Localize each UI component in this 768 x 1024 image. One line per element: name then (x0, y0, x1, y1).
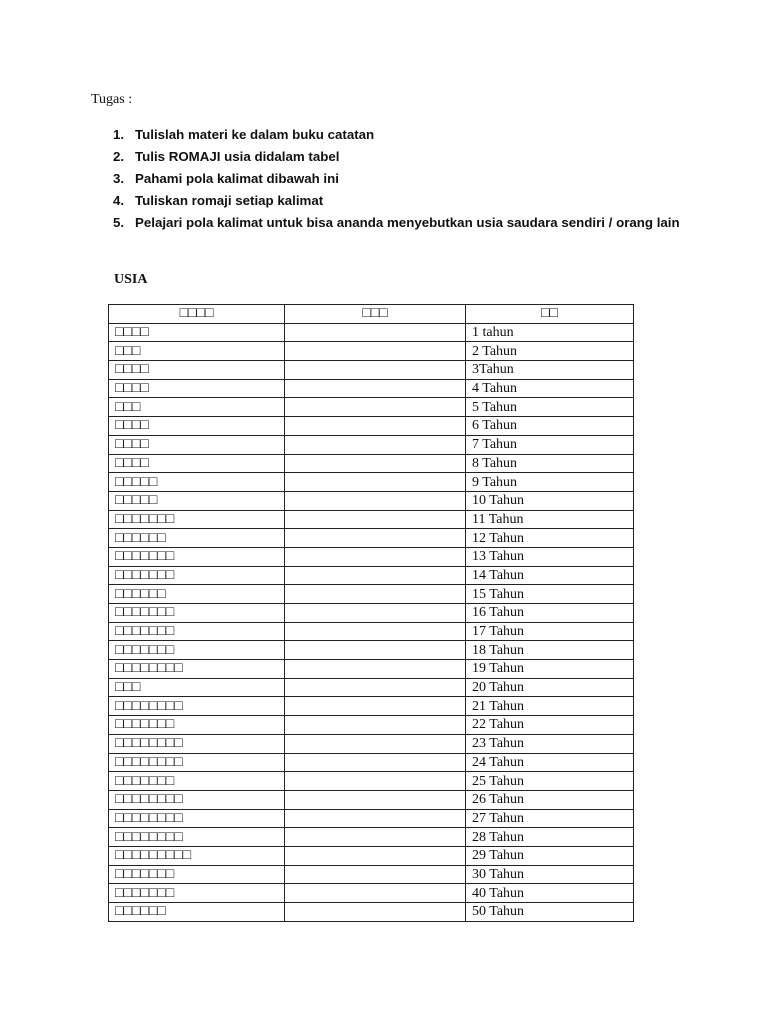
cell-meaning: 10 Tahun (466, 491, 634, 510)
cell-japanese: □□□□□□□□ (109, 753, 285, 772)
cell-romaji[interactable] (285, 697, 466, 716)
cell-romaji[interactable] (285, 604, 466, 623)
cell-meaning: 19 Tahun (466, 660, 634, 679)
cell-meaning: 23 Tahun (466, 734, 634, 753)
table-row (109, 547, 634, 566)
cell-japanese: □□□ (109, 342, 285, 361)
task-number: 1. (113, 127, 125, 142)
cell-japanese: □□□□□□□□ (109, 828, 285, 847)
cell-meaning: 27 Tahun (466, 809, 634, 828)
table-body (109, 323, 634, 921)
table-row (109, 379, 634, 398)
cell-meaning: 12 Tahun (466, 529, 634, 548)
cell-romaji[interactable] (285, 342, 466, 361)
cell-japanese: □□□□ (109, 417, 285, 436)
cell-romaji[interactable] (285, 529, 466, 548)
cell-meaning: 8 Tahun (466, 454, 634, 473)
cell-meaning: 18 Tahun (466, 641, 634, 660)
cell-meaning: 29 Tahun (466, 846, 634, 865)
table-row (109, 566, 634, 585)
table-row (109, 417, 634, 436)
cell-meaning: 11 Tahun (466, 510, 634, 529)
cell-romaji[interactable] (285, 566, 466, 585)
cell-meaning: 24 Tahun (466, 753, 634, 772)
cell-romaji[interactable] (285, 865, 466, 884)
cell-japanese: □□□□ (109, 435, 285, 454)
table-row (109, 846, 634, 865)
cell-romaji[interactable] (285, 417, 466, 436)
cell-romaji[interactable] (285, 473, 466, 492)
task-text: Tulis ROMAJI usia didalam tabel (135, 149, 340, 164)
table-row (109, 641, 634, 660)
table-row (109, 454, 634, 473)
cell-romaji[interactable] (285, 323, 466, 342)
table-row (109, 491, 634, 510)
cell-japanese: □□□□ (109, 361, 285, 380)
intro-label: Tugas : (91, 92, 133, 107)
cell-romaji[interactable] (285, 846, 466, 865)
cell-japanese: □□□□□□□ (109, 510, 285, 529)
cell-meaning: 40 Tahun (466, 884, 634, 903)
table-row (109, 398, 634, 417)
table-row (109, 865, 634, 884)
cell-japanese: □□□□□□□ (109, 547, 285, 566)
cell-meaning: 14 Tahun (466, 566, 634, 585)
cell-romaji[interactable] (285, 828, 466, 847)
age-table (108, 304, 634, 922)
table-row (109, 697, 634, 716)
cell-japanese: □□□□□□□ (109, 772, 285, 791)
cell-japanese: □□□□□□□ (109, 865, 285, 884)
cell-meaning: 2 Tahun (466, 342, 634, 361)
cell-japanese: □□□□ (109, 454, 285, 473)
cell-meaning: 5 Tahun (466, 398, 634, 417)
cell-japanese: □□□ (109, 398, 285, 417)
column-header-meaning: □□ (466, 305, 634, 324)
table-row (109, 828, 634, 847)
table-row (109, 604, 634, 623)
cell-japanese: □□□□□□□□ (109, 790, 285, 809)
cell-meaning: 17 Tahun (466, 622, 634, 641)
column-header-japanese: □□□□ (109, 305, 285, 324)
cell-japanese: □□□□□□□□ (109, 660, 285, 679)
task-item (113, 124, 680, 146)
cell-romaji[interactable] (285, 790, 466, 809)
cell-meaning: 21 Tahun (466, 697, 634, 716)
task-number: 4. (113, 193, 125, 208)
cell-romaji[interactable] (285, 379, 466, 398)
cell-japanese: □□□□ (109, 379, 285, 398)
table-row (109, 884, 634, 903)
cell-meaning: 7 Tahun (466, 435, 634, 454)
task-text: Pelajari pola kalimat untuk bisa ananda menyebutkan usia saudara sendiri / orang lain (135, 215, 680, 230)
cell-japanese: □□□□□□ (109, 903, 285, 922)
cell-japanese: □□□□□□□ (109, 604, 285, 623)
task-text: Tulislah materi ke dalam buku catatan (135, 127, 375, 142)
cell-romaji[interactable] (285, 884, 466, 903)
cell-romaji[interactable] (285, 734, 466, 753)
cell-meaning: 26 Tahun (466, 790, 634, 809)
cell-japanese: □□□□□□□ (109, 884, 285, 903)
cell-japanese: □□□□ (109, 323, 285, 342)
cell-japanese: □□□□□□□ (109, 716, 285, 735)
cell-japanese: □□□□□□□□ (109, 734, 285, 753)
cell-meaning: 15 Tahun (466, 585, 634, 604)
task-number: 5. (113, 215, 125, 230)
cell-japanese: □□□□□□□□ (109, 697, 285, 716)
cell-romaji[interactable] (285, 753, 466, 772)
cell-romaji[interactable] (285, 454, 466, 473)
cell-romaji[interactable] (285, 585, 466, 604)
cell-japanese: □□□□□□□ (109, 622, 285, 641)
table-row (109, 678, 634, 697)
table-row (109, 323, 634, 342)
table-row (109, 772, 634, 791)
cell-meaning: 30 Tahun (466, 865, 634, 884)
cell-romaji[interactable] (285, 361, 466, 380)
cell-japanese: □□□ (109, 678, 285, 697)
cell-meaning: 4 Tahun (466, 379, 634, 398)
cell-romaji[interactable] (285, 809, 466, 828)
cell-meaning: 22 Tahun (466, 716, 634, 735)
cell-meaning: 1 tahun (466, 323, 634, 342)
task-list (113, 124, 680, 234)
task-text: Tuliskan romaji setiap kalimat (135, 193, 324, 208)
cell-romaji[interactable] (285, 716, 466, 735)
task-number: 3. (113, 171, 125, 186)
table-row (109, 734, 634, 753)
cell-meaning: 6 Tahun (466, 417, 634, 436)
column-header-romaji: □□□ (285, 305, 466, 324)
table-row (109, 435, 634, 454)
table-row (109, 529, 634, 548)
cell-meaning: 20 Tahun (466, 678, 634, 697)
table-row (109, 585, 634, 604)
task-item (113, 212, 680, 234)
task-number: 2. (113, 149, 125, 164)
cell-japanese: □□□□□□□ (109, 566, 285, 585)
cell-japanese: □□□□□□□□□ (109, 846, 285, 865)
task-item (113, 190, 680, 212)
table-row (109, 716, 634, 735)
cell-romaji[interactable] (285, 398, 466, 417)
cell-romaji[interactable] (285, 622, 466, 641)
table-row (109, 510, 634, 529)
table-row (109, 361, 634, 380)
cell-romaji[interactable] (285, 547, 466, 566)
cell-romaji[interactable] (285, 660, 466, 679)
task-text: Pahami pola kalimat dibawah ini (135, 171, 339, 186)
cell-japanese: □□□□□ (109, 473, 285, 492)
cell-meaning: 28 Tahun (466, 828, 634, 847)
cell-romaji[interactable] (285, 903, 466, 922)
cell-meaning: 16 Tahun (466, 604, 634, 623)
cell-meaning: 50 Tahun (466, 903, 634, 922)
cell-meaning: 25 Tahun (466, 772, 634, 791)
table-row (109, 660, 634, 679)
table-row (109, 809, 634, 828)
cell-romaji[interactable] (285, 641, 466, 660)
table-row (109, 903, 634, 922)
cell-japanese: □□□□□ (109, 491, 285, 510)
table-row (109, 342, 634, 361)
cell-meaning: 9 Tahun (466, 473, 634, 492)
section-title: USIA (114, 272, 148, 287)
table-header-row (109, 305, 634, 324)
cell-japanese: □□□□□□□□ (109, 809, 285, 828)
cell-romaji[interactable] (285, 491, 466, 510)
cell-japanese: □□□□□□□ (109, 641, 285, 660)
cell-romaji[interactable] (285, 678, 466, 697)
cell-japanese: □□□□□□ (109, 585, 285, 604)
cell-romaji[interactable] (285, 435, 466, 454)
cell-romaji[interactable] (285, 772, 466, 791)
cell-japanese: □□□□□□ (109, 529, 285, 548)
table-row (109, 473, 634, 492)
table-row (109, 753, 634, 772)
table-row (109, 622, 634, 641)
cell-meaning: 13 Tahun (466, 547, 634, 566)
cell-romaji[interactable] (285, 510, 466, 529)
table-row (109, 790, 634, 809)
cell-meaning: 3Tahun (466, 361, 634, 380)
task-item (113, 168, 680, 190)
task-item (113, 146, 680, 168)
